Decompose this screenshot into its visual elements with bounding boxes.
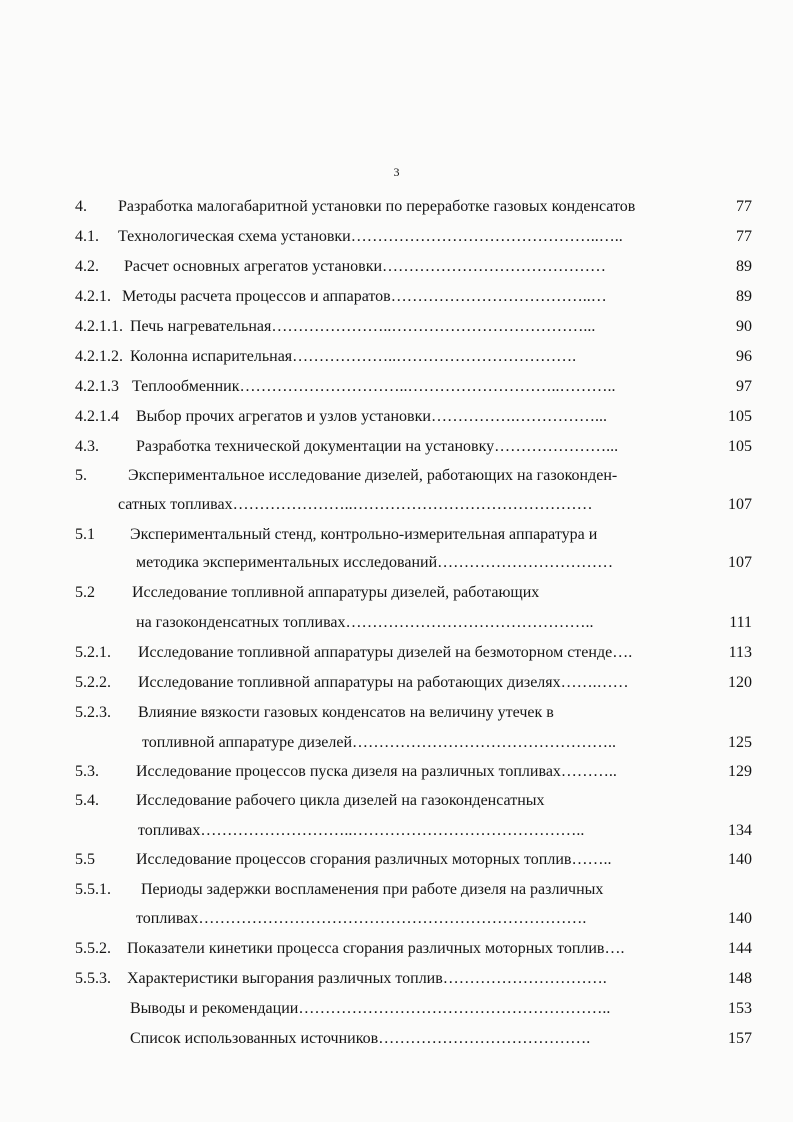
- toc-entry-page: 134: [728, 822, 752, 839]
- toc-entry: [0, 314, 793, 340]
- toc-entry-page: 113: [728, 644, 752, 661]
- toc-entry-number: 5.1: [75, 526, 95, 543]
- toc-entry-title: Выбор прочих агрегатов и узлов установки…………….……………...: [136, 408, 607, 425]
- toc-entry-title: топливах………………………..……………………………………..: [138, 822, 585, 839]
- toc-entry-title: Исследование топливной аппаратуры дизелей на безмоторном стенде….: [138, 644, 633, 661]
- toc-entry: [0, 759, 793, 785]
- toc-entry-page: 148: [728, 970, 752, 987]
- toc-entry-number: 5.2: [75, 584, 95, 601]
- toc-entry-number: 4.2.1.1.: [75, 318, 123, 335]
- toc-entry-number: 5.2.2.: [75, 674, 111, 691]
- toc-entry-title: Выводы и рекомендации…………………………………………………..: [130, 1000, 611, 1017]
- toc-entry: [0, 1026, 793, 1052]
- toc-entry: [0, 670, 793, 696]
- toc-entry-title: Исследование топливной аппаратуры дизелей, работающих: [132, 584, 540, 601]
- toc-entry-title: сатных топливах…………………..………………………………………: [118, 496, 593, 513]
- toc-entry: [0, 344, 793, 370]
- toc-entry-number: 5.: [75, 467, 87, 484]
- toc-entry-title: Колонна испарительная………………..…………………………….: [130, 348, 577, 365]
- toc-entry-number: 5.5.2.: [75, 940, 111, 957]
- toc-entry-title: топливах……………………………………………………………….: [136, 910, 587, 927]
- toc-entry-page: 97: [736, 378, 752, 395]
- toc-entry-title: Разработка технической документации на установку…………………...: [136, 438, 619, 455]
- toc-entry-title: Разработка малогабаритной установки по переработке газовых конденсатов: [118, 198, 636, 215]
- toc-entry-page: 120: [728, 674, 752, 691]
- toc-entry-page: 105: [728, 438, 752, 455]
- toc-entry: [0, 906, 793, 932]
- toc-entry-number: 5.4.: [75, 792, 99, 809]
- toc-entry-number: 5.5: [75, 851, 95, 868]
- toc-entry-title: Влияние вязкости газовых конденсатов на величину утечек в: [138, 704, 554, 721]
- toc-entry-page: 96: [736, 348, 752, 365]
- toc-entry: [0, 730, 793, 756]
- toc-entry-number: 4.2.1.3: [75, 378, 119, 395]
- toc-entry-number: 5.2.1.: [75, 644, 111, 661]
- toc-entry: [0, 284, 793, 310]
- toc-entry: [0, 194, 793, 220]
- toc-entry: [0, 404, 793, 430]
- toc-entry-title: Печь нагревательная…………………..………………………………...: [130, 318, 596, 335]
- toc-entry-page: 77: [736, 198, 752, 215]
- toc-entry-page: 125: [728, 734, 752, 751]
- toc-entry-title: Исследование рабочего цикла дизелей на газоконденсатных: [136, 792, 545, 809]
- toc-entry-title: Исследование топливной аппаратуры на работающих дизелях…….……: [138, 674, 629, 691]
- toc-entry-page: 77: [736, 228, 752, 245]
- toc-entry: [0, 996, 793, 1022]
- toc-entry-number: 4.1.: [75, 228, 99, 245]
- toc-entry-page: 157: [728, 1030, 752, 1047]
- toc-entry: [0, 966, 793, 992]
- toc-entry-title: Исследование процессов пуска дизеля на различных топливах………..: [136, 763, 617, 780]
- toc-entry-title: Теплообменник…………………………..………………………..………..: [132, 378, 616, 395]
- toc-entry: [0, 374, 793, 400]
- toc-entry-number: 5.5.3.: [75, 970, 111, 987]
- toc-entry: [0, 788, 793, 814]
- toc-entry-title: Показатели кинетики процесса сгорания различных моторных топлив….: [127, 940, 625, 957]
- toc-entry: [0, 818, 793, 844]
- toc-entry-title: Экспериментальный стенд, контрольно-измерительная аппаратура и: [130, 526, 598, 543]
- toc-entry-number: 4.3.: [75, 438, 99, 455]
- toc-entry: [0, 877, 793, 903]
- toc-entry-title: Расчет основных агрегатов установки……………………………………: [124, 258, 607, 275]
- toc-entry-number: 5.2.3.: [75, 704, 111, 721]
- toc-entry: [0, 640, 793, 666]
- page-number: 3: [393, 165, 400, 179]
- toc-entry-title: Исследование процессов сгорания различных моторных топлив……..: [136, 851, 612, 868]
- toc-entry-page: 111: [729, 614, 752, 631]
- toc-entry: [0, 610, 793, 636]
- toc-entry-page: 89: [736, 288, 752, 305]
- toc-entry-number: 5.5.1.: [75, 881, 111, 898]
- toc-entry-page: 144: [728, 940, 752, 957]
- toc-entry: [0, 550, 793, 576]
- toc-entry-page: 107: [728, 496, 752, 513]
- toc-entry-page: 140: [728, 851, 752, 868]
- toc-entry-page: 90: [736, 318, 752, 335]
- toc-entry-title: Характеристики выгорания различных топлив………………………….: [127, 970, 607, 987]
- toc-entry-title: Технологическая схема установки………………………………………..…..: [118, 228, 623, 245]
- toc-entry-title: методика экспериментальных исследований……………………………: [136, 554, 614, 571]
- toc-entry: [0, 522, 793, 548]
- toc-entry-title: Список использованных источников………………………………….: [130, 1030, 591, 1047]
- toc-entry-page: 153: [728, 1000, 752, 1017]
- toc-entry: [0, 700, 793, 726]
- toc-entry-page: 105: [728, 408, 752, 425]
- toc-entry-number: 4.2.1.2.: [75, 348, 123, 365]
- toc-entry: [0, 224, 793, 250]
- toc-entry-number: 4.2.1.: [75, 288, 111, 305]
- toc-entry: [0, 463, 793, 489]
- toc-entry-title: Экспериментальное исследование дизелей, работающих на газоконден-: [128, 467, 618, 484]
- toc-entry: [0, 492, 793, 518]
- toc-entry: [0, 434, 793, 460]
- toc-entry-page: 89: [736, 258, 752, 275]
- toc-entry-number: 4.: [75, 198, 87, 215]
- toc-entry-number: 4.2.: [75, 258, 99, 275]
- toc-entry-title: Периоды задержки воспламенения при работе дизеля на различных: [141, 881, 604, 898]
- toc-entry: [0, 254, 793, 280]
- toc-entry-number: 5.3.: [75, 763, 99, 780]
- toc-entry: [0, 580, 793, 606]
- toc-entry-title: на газоконденсатных топливах………………………………………..: [136, 614, 594, 631]
- toc-entry-title: Методы расчета процессов и аппаратов………………………………..…: [122, 288, 607, 305]
- toc-entry-page: 140: [728, 910, 752, 927]
- toc-entry: [0, 936, 793, 962]
- toc-entry: [0, 847, 793, 873]
- toc-entry-page: 129: [728, 763, 752, 780]
- toc-entry-title: топливной аппаратуре дизелей…………………………………………..: [142, 734, 617, 751]
- toc-entry-number: 4.2.1.4: [75, 408, 119, 425]
- toc-entry-page: 107: [728, 554, 752, 571]
